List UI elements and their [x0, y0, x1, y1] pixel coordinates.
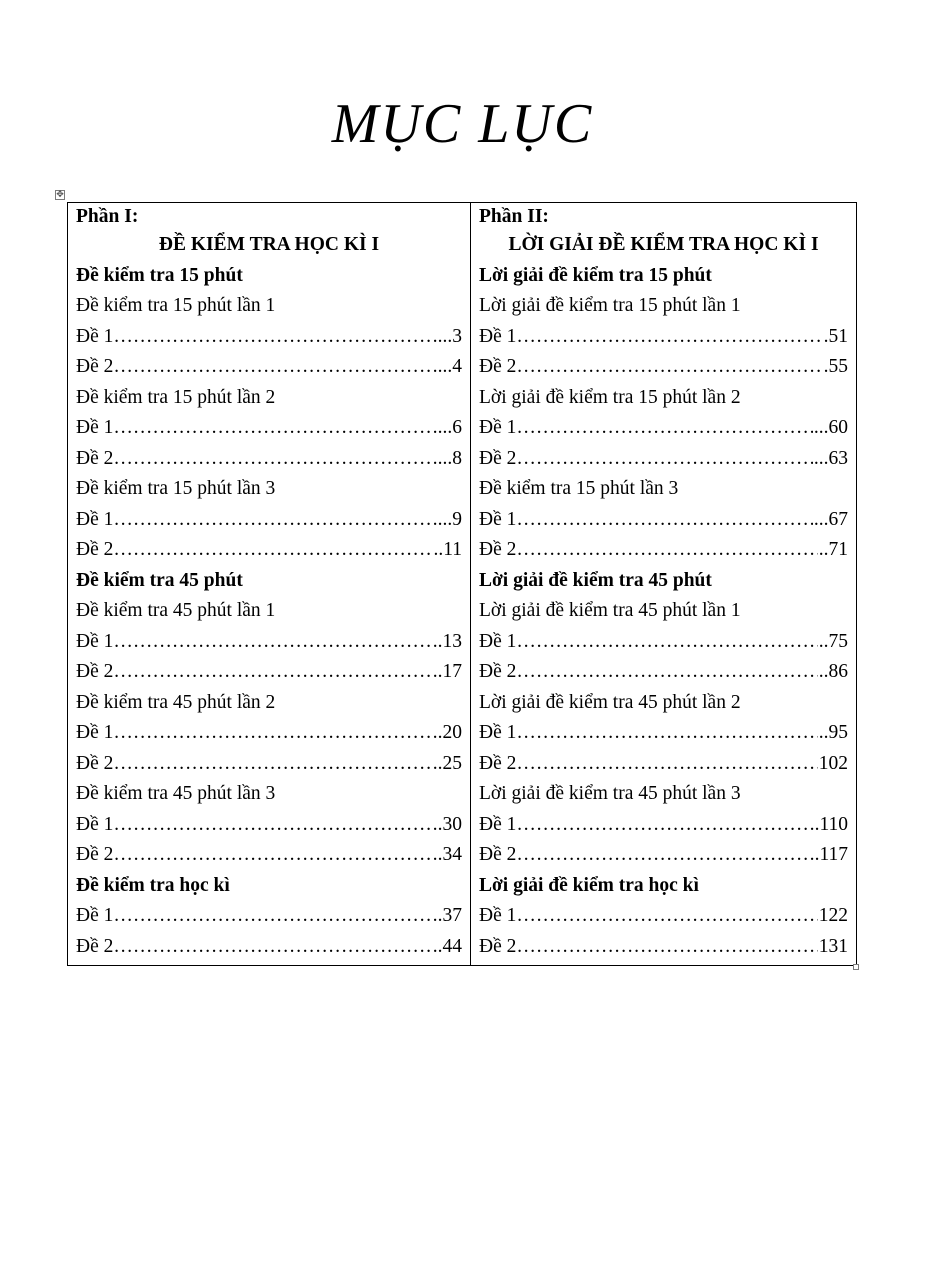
dot-leader: [113, 840, 436, 871]
subsection-title: Đề kiểm tra 45 phút lần 3: [76, 783, 276, 804]
dot-leader: [516, 444, 813, 475]
toc-entry[interactable]: [76, 352, 462, 383]
dot-leader: [516, 322, 822, 353]
toc-entry[interactable]: [76, 749, 462, 780]
entry-page: ..13: [432, 630, 462, 652]
group-title: Lời giải đề kiểm tra học kì: [479, 874, 699, 896]
subsection-title: Lời giải đề kiểm tra 15 phút lần 1: [479, 295, 741, 316]
dot-leader: [113, 718, 436, 749]
entry-page: ...60: [813, 417, 848, 438]
dot-leader: [113, 352, 436, 383]
dot-leader: [113, 413, 436, 444]
group-title: Lời giải đề kiểm tra 45 phút: [479, 569, 712, 591]
dot-leader: [516, 901, 817, 932]
subsection-title: Đề kiểm tra 45 phút lần 1: [76, 600, 276, 621]
entry-name: Đề 2: [479, 539, 517, 560]
entry-name: Đề 2: [479, 844, 517, 865]
toc-entry[interactable]: [76, 322, 462, 353]
toc-entry[interactable]: [76, 444, 462, 475]
entry-name: Đề 1: [76, 722, 114, 743]
entry-page: ...4: [437, 356, 462, 377]
toc-entry[interactable]: [76, 657, 462, 688]
entry-name: Đề 2: [479, 661, 517, 682]
entry-page: ...6: [437, 417, 462, 438]
dot-leader: [516, 505, 813, 536]
entry-name: Đề 2: [76, 539, 114, 560]
toc-entry[interactable]: [76, 627, 462, 658]
dot-leader: [113, 932, 431, 963]
entry-name: Đề 2: [479, 447, 517, 469]
toc-entry[interactable]: [479, 932, 848, 963]
subsection-title: Lời giải đề kiểm tra 45 phút lần 1: [479, 600, 741, 621]
table-resize-handle-icon[interactable]: [853, 964, 859, 970]
dot-leader: [113, 810, 436, 841]
entry-page: .37: [437, 905, 462, 926]
entry-page: ..25: [432, 752, 462, 774]
part-heading: ĐỀ KIỂM TRA HỌC KÌ I: [158, 234, 380, 255]
toc-column-part1: [68, 203, 471, 965]
dot-leader: [516, 932, 817, 963]
entry-name: Đề 1: [479, 905, 517, 926]
group-title: Đề kiểm tra 15 phút: [76, 264, 243, 286]
entry-name: Đề 2: [76, 844, 114, 865]
part-label: Phần I:: [76, 206, 139, 227]
dot-leader: [516, 840, 813, 871]
toc-entry[interactable]: [479, 718, 848, 749]
entry-page: ..44: [432, 935, 462, 957]
entry-page: .51: [823, 325, 848, 347]
subsection-title: Lời giải đề kiểm tra 15 phút lần 2: [479, 386, 741, 408]
entry-name: Đề 1: [479, 417, 517, 438]
dot-leader: [516, 535, 817, 566]
entry-page: ...8: [437, 447, 462, 469]
toc-entry[interactable]: [479, 505, 848, 536]
entry-name: Đề 2: [76, 356, 114, 377]
dot-leader: [516, 718, 817, 749]
subsection-title: Lời giải đề kiểm tra 45 phút lần 2: [479, 691, 741, 713]
toc-entry[interactable]: [479, 413, 848, 444]
entry-name: Đề 1: [76, 417, 114, 438]
entry-page: .34: [437, 844, 462, 865]
entry-page: ..86: [818, 661, 848, 682]
part-label: Phần II:: [479, 206, 549, 227]
entry-name: Đề 2: [76, 752, 114, 774]
entry-page: ...9: [437, 508, 462, 530]
dot-leader: [113, 505, 436, 536]
dot-leader: [516, 657, 817, 688]
subsection-title: Lời giải đề kiểm tra 45 phút lần 3: [479, 783, 741, 804]
entry-page: .20: [437, 722, 462, 743]
dot-leader: [516, 810, 813, 841]
subsection-title: Đề kiểm tra 15 phút lần 2: [76, 386, 276, 408]
dot-leader: [113, 627, 431, 658]
entry-name: Đề 2: [479, 752, 517, 774]
entry-page: ...3: [437, 325, 462, 347]
entry-name: Đề 1: [479, 722, 517, 743]
toc-entry[interactable]: [479, 322, 848, 353]
subsection-title: Đề kiểm tra 15 phút lần 3: [479, 478, 679, 499]
group-title: Đề kiểm tra 45 phút: [76, 569, 243, 591]
toc-table: [67, 202, 857, 966]
entry-page: 122: [818, 905, 848, 926]
dot-leader: [113, 322, 436, 353]
subsection-title: Đề kiểm tra 15 phút lần 3: [76, 478, 276, 499]
dot-leader: [516, 627, 817, 658]
entry-name: Đề 1: [76, 813, 114, 835]
entry-name: Đề 1: [479, 508, 517, 530]
toc-entry[interactable]: [479, 810, 848, 841]
subsection-title: Đề kiểm tra 45 phút lần 2: [76, 691, 276, 713]
toc-entry[interactable]: [76, 932, 462, 963]
dot-leader: [113, 444, 436, 475]
entry-page: ..71: [818, 539, 848, 560]
entry-page: ..75: [818, 630, 848, 652]
entry-page: 131: [818, 935, 848, 957]
entry-name: Đề 1: [479, 630, 517, 652]
toc-entry[interactable]: [479, 657, 848, 688]
entry-name: Đề 1: [76, 508, 114, 530]
part-heading: LỜI GIẢI ĐỀ KIỂM TRA HỌC KÌ I: [508, 234, 819, 255]
group-title: Lời giải đề kiểm tra 15 phút: [479, 264, 712, 286]
entry-name: Đề 2: [76, 447, 114, 469]
toc-entry[interactable]: [76, 535, 462, 566]
entry-name: Đề 1: [76, 630, 114, 652]
entry-page: ...63: [813, 447, 848, 469]
entry-name: Đề 2: [479, 356, 517, 377]
entry-page: .117: [814, 844, 848, 865]
toc-entry[interactable]: [76, 901, 462, 932]
table-move-handle-icon[interactable]: ✥: [56, 189, 64, 200]
entry-page: .30: [437, 813, 462, 835]
toc-entry[interactable]: [479, 840, 848, 871]
dot-leader: [113, 749, 431, 780]
toc-entry[interactable]: [76, 413, 462, 444]
toc-entry[interactable]: [479, 535, 848, 566]
toc-entry[interactable]: [479, 749, 848, 780]
entry-page: ..95: [818, 722, 848, 743]
entry-page: ..11: [433, 539, 462, 560]
entry-name: Đề 2: [76, 935, 114, 957]
toc-entry[interactable]: [479, 352, 848, 383]
dot-leader: [516, 352, 822, 383]
entry-page: .110: [814, 813, 848, 835]
toc-entry[interactable]: [479, 627, 848, 658]
entry-page: ...67: [813, 508, 848, 530]
dot-leader: [516, 413, 813, 444]
toc-entry[interactable]: [479, 444, 848, 475]
dot-leader: [113, 535, 432, 566]
dot-leader: [113, 901, 436, 932]
toc-column-part2: [471, 203, 856, 965]
dot-leader: [516, 749, 817, 780]
toc-entry[interactable]: [76, 840, 462, 871]
entry-page: 102: [818, 752, 848, 774]
entry-name: Đề 1: [479, 813, 517, 835]
entry-page: ..17: [432, 661, 462, 682]
toc-entry[interactable]: [76, 810, 462, 841]
entry-name: Đề 1: [76, 325, 114, 347]
subsection-title: Đề kiểm tra 15 phút lần 1: [76, 295, 276, 316]
entry-name: Đề 2: [479, 935, 517, 957]
toc-entry[interactable]: [76, 718, 462, 749]
toc-entry[interactable]: [479, 901, 848, 932]
toc-entry[interactable]: [76, 505, 462, 536]
page-title: MỤC LỤC: [331, 93, 594, 155]
entry-name: Đề 2: [76, 661, 114, 682]
entry-name: Đề 1: [479, 325, 517, 347]
group-title: Đề kiểm tra học kì: [76, 874, 230, 896]
entry-name: Đề 1: [76, 905, 114, 926]
dot-leader: [113, 657, 431, 688]
entry-page: .55: [823, 356, 848, 377]
